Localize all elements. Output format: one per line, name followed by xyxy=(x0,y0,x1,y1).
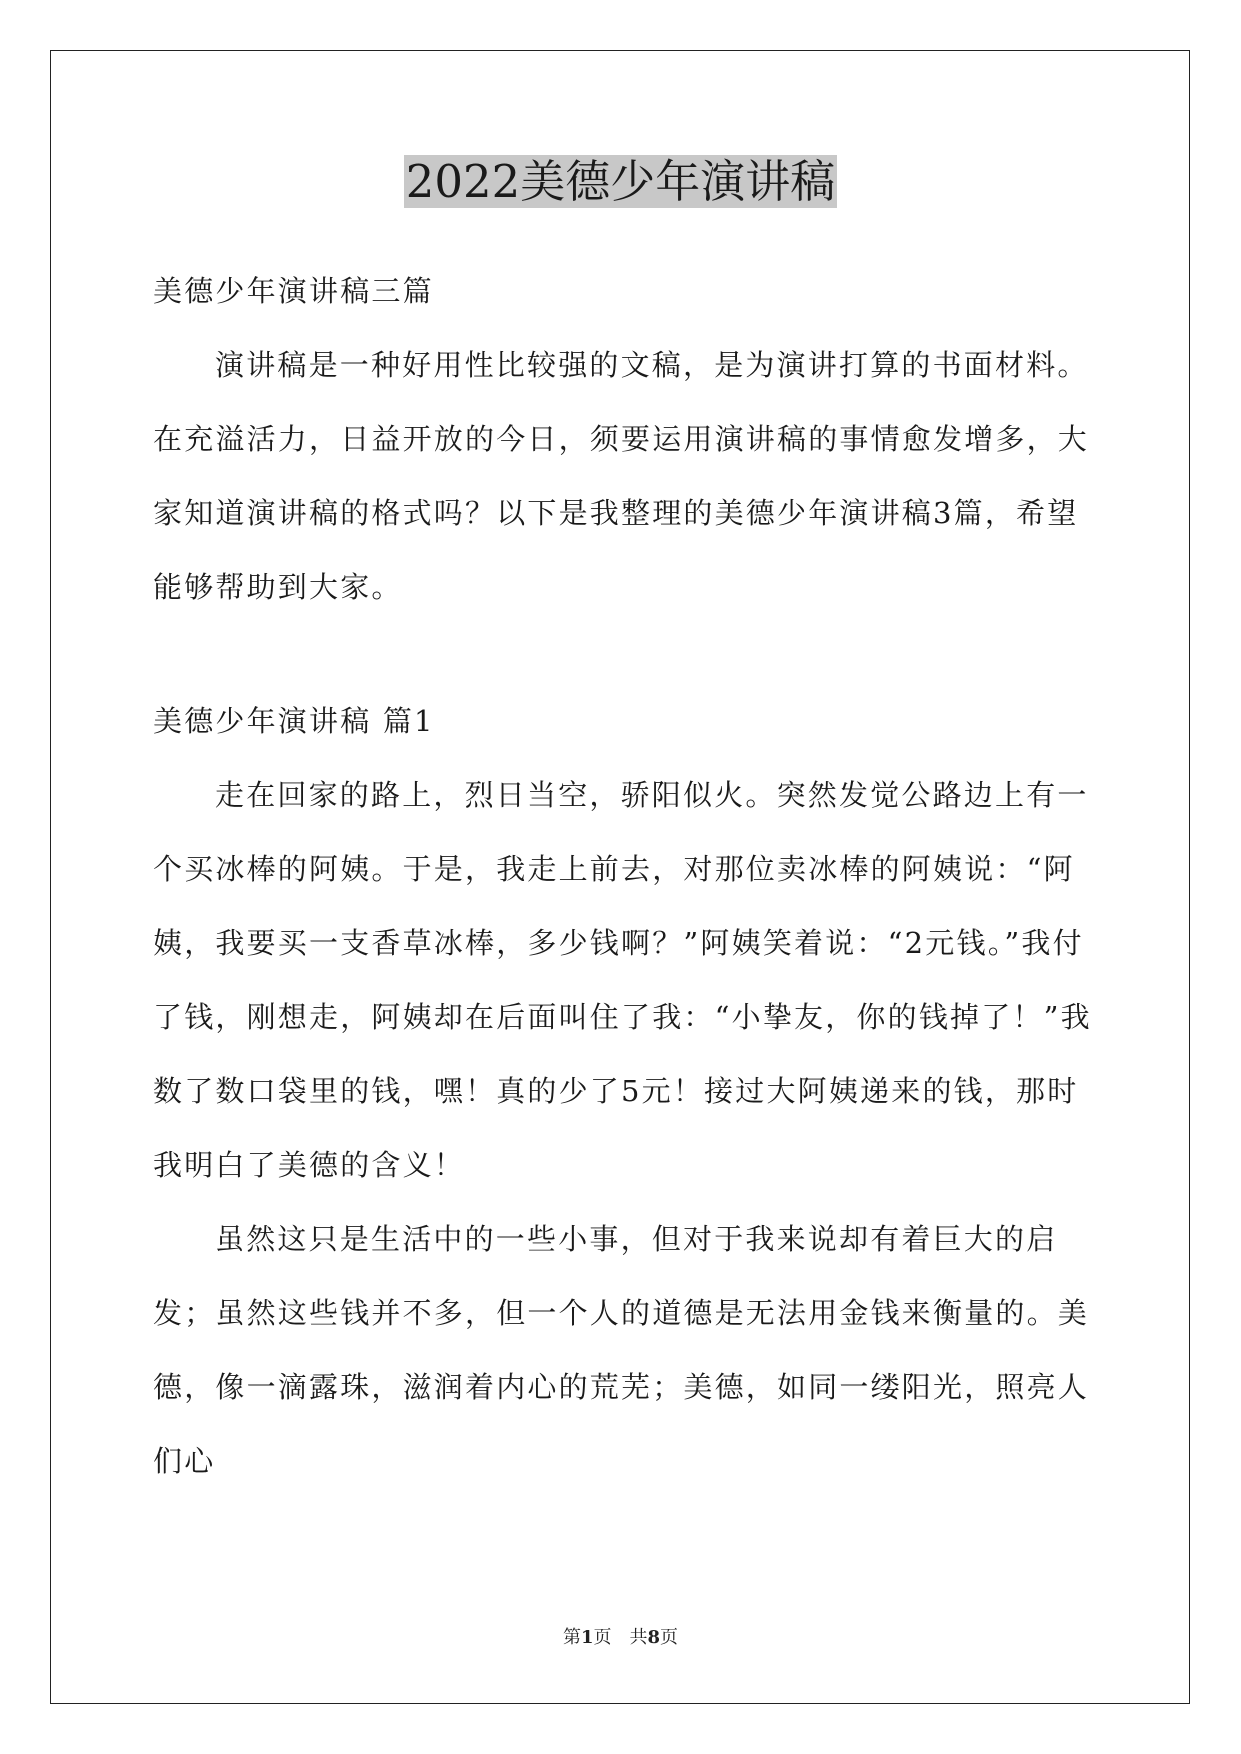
body-paragraph: 走在回家的路上，烈日当空，骄阳似火。突然发觉公路边上有一个买冰棒的阿姨。于是，我走上前去，对那位卖冰棒的阿姨说：“阿姨，我要买一支香草冰棒，多少钱啊？”阿姨笑着说：“2元钱。”我付了钱，刚想走，阿姨却在后面叫住了我：“小挚友，你的钱掉了！”我数了数口袋里的钱，嘿！真的少了5元！接过大阿姨递来的钱，那时我明白了美德的含义！ xyxy=(153,778,1092,1182)
total-pages-number: 8 xyxy=(647,1627,661,1648)
current-page-number: 1 xyxy=(580,1627,594,1648)
section-spacer xyxy=(153,624,1093,684)
document-subtitle: 美德少年演讲稿三篇 xyxy=(153,274,434,308)
document-title-text: 2022美德少年演讲稿 xyxy=(405,155,836,208)
page-number-footer xyxy=(0,1623,1241,1649)
footer-mid: 页 共 xyxy=(593,1627,648,1648)
footer-suffix: 页 xyxy=(660,1627,679,1648)
body-paragraph: 虽然这只是生活中的一些小事，但对于我来说却有着巨大的启发；虽然这些钱并不多，但一个人的道德是无法用金钱来衡量的。美德，像一滴露珠，滋润着内心的荒芜；美德，如同一缕阳光，照亮人们心 xyxy=(153,1222,1090,1478)
document-title xyxy=(0,152,1241,212)
footer-prefix: 第 xyxy=(562,1627,581,1648)
document-body xyxy=(153,254,1093,1498)
intro-paragraph: 演讲稿是一种好用性比较强的文稿，是为演讲打算的书面材料。在充溢活力，日益开放的今日，须要运用演讲稿的事情愈发增多，大家知道演讲稿的格式吗？以下是我整理的美德少年演讲稿3篇，希望能够帮助到大家。 xyxy=(153,348,1090,604)
section-heading: 美德少年演讲稿 篇1 xyxy=(153,704,435,738)
